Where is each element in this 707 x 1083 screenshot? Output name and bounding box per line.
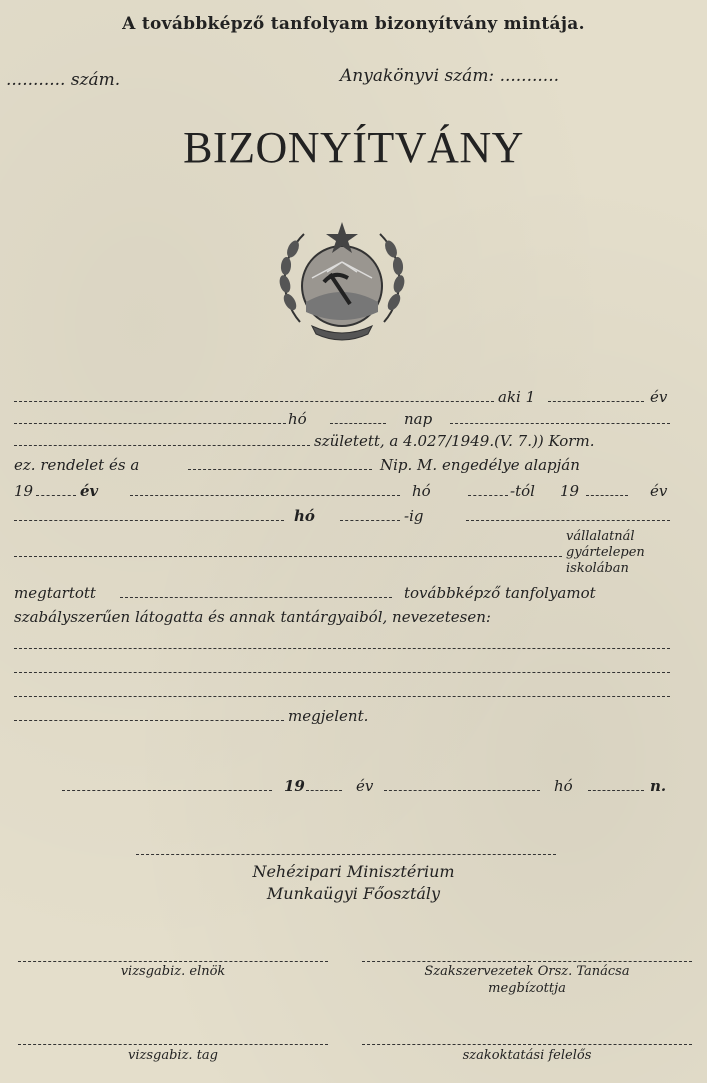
hungarian-coat-of-arms-icon	[272, 212, 412, 352]
trade-union-council-label: Szakszervezetek Orsz. Tanácsa	[424, 964, 630, 979]
year-label: év	[650, 388, 668, 406]
held-label: megtartott	[14, 584, 96, 602]
ministry-permit-text: Nip. M. engedélye alapján	[380, 456, 580, 474]
vocational-training-officer-label: szakoktatási felelős	[462, 1048, 592, 1063]
date-year-label: év	[356, 777, 374, 795]
date-month-label: hó	[554, 777, 573, 795]
from-year-label: év	[80, 482, 99, 500]
aki-label: aki 1	[498, 388, 536, 406]
born-decree-text: született, a 4.027/1949.(V. 7.)) Korm.	[314, 432, 595, 450]
school-label: iskolában	[566, 561, 629, 576]
registry-number: Anyakönyvi szám: ...........	[340, 66, 560, 86]
factory-label: gyártelepen	[566, 545, 645, 560]
date-year-prefix: 19	[284, 777, 305, 795]
issuer-department: Munkaügyi Főosztály	[266, 884, 441, 903]
from-suffix: -tól	[510, 482, 535, 500]
from-month-label: hó	[412, 482, 431, 500]
to-year-prefix: 19	[560, 482, 580, 500]
date-day-label: n.	[650, 777, 667, 795]
to-suffix: -ig	[404, 507, 424, 525]
exam-board-member-label: vizsgabiz. tag	[128, 1048, 218, 1063]
from-year-prefix: 19	[14, 482, 34, 500]
trade-union-delegate-label: megbízottja	[488, 981, 566, 996]
attendance-text: szabályszerűen látogatta és annak tantárgyaiból, nevezetesen:	[14, 608, 491, 626]
day-label: nap	[404, 410, 433, 428]
company-label: vállalatnál	[566, 529, 635, 544]
decree-text: ez. rendelet és a	[14, 456, 140, 474]
issuer-ministry: Nehézipari Minisztérium	[252, 862, 455, 881]
training-course-label: továbbképző tanfolyamot	[404, 584, 596, 602]
to-year-label: év	[650, 482, 668, 500]
certificate-number: ........... szám.	[6, 70, 121, 90]
page-title: BIZONYÍTVÁNY	[183, 123, 524, 172]
exam-board-chair-label: vizsgabiz. elnök	[120, 964, 226, 979]
appeared-label: megjelent.	[288, 707, 369, 725]
header-title: A továbbképző tanfolyam bizonyítvány mintája.	[122, 14, 585, 34]
month-label: hó	[288, 410, 307, 428]
to-month-label: hó	[294, 507, 315, 525]
